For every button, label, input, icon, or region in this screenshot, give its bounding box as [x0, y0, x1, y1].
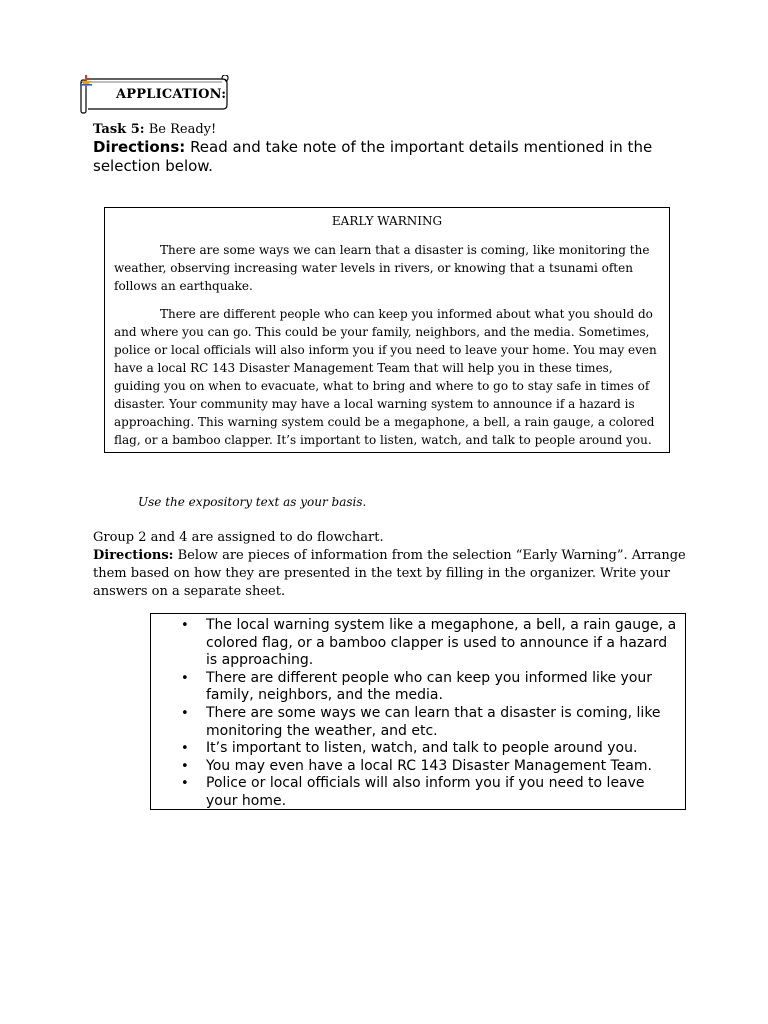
- task-heading: [93, 122, 216, 137]
- application-banner: [80, 75, 228, 113]
- task-label: Task 5:: [93, 122, 145, 137]
- directions-bottom-text: Below are pieces of information from the selection “Early Warning”. Arrange them based on how they are presented in the text by filling in the organizer. Write your answers on a separate sheet.: [93, 548, 686, 599]
- list-item-text: There are some ways we can learn that a disaster is coming, like monitoring the weather, and etc.: [206, 704, 661, 739]
- bullet-icon: •: [181, 741, 189, 757]
- bullet-icon: •: [181, 618, 189, 633]
- directions-bottom: [93, 547, 693, 601]
- information-list: [151, 617, 677, 810]
- directions-bottom-lead: Directions:: [93, 548, 174, 563]
- list-item-text: The local warning system like a megaphone, a bell, a rain gauge, a colored flag, or a bamboo clapper is used to announce if a hazard is approaching.: [206, 617, 677, 669]
- bullet-icon: •: [181, 758, 189, 774]
- information-list-box: [150, 613, 686, 810]
- reading-paragraph: There are different people who can keep you informed about what you should do and where you can go. This could be your family, neighbors, and the media. Sometimes, police or local officials will also inform you if you need to leave your home. You may even have a local RC 143 Disaster Management Team that will help you in these times, guiding you on when to evacuate, what to bring and where to go to stay safe in times of disaster. Your community may have a local warning system to announce if a hazard is approaching. This warning system could be a megaphone, a bell, a rain gauge, a colored flag, or a bamboo clapper. It’s important to listen, watch, and talk to people around you.: [114, 307, 657, 447]
- list-item-text: Police or local officials will also inform you if you need to leave your home.: [206, 775, 645, 809]
- list-item: [181, 669, 677, 705]
- list-item: [181, 775, 677, 810]
- list-item-text: There are different people who can keep you informed like your family, neighbors, and the media.: [206, 669, 653, 704]
- list-item-text: It’s important to listen, watch, and talk to people around you.: [206, 740, 638, 757]
- group-assignment: Group 2 and 4 are assigned to do flowchart.: [93, 530, 384, 545]
- bullet-icon: •: [181, 670, 189, 686]
- list-item: [181, 757, 677, 776]
- reading-paragraph: There are some ways we can learn that a disaster is coming, like monitoring the weather, observing increasing water levels in rivers, or knowing that a tsunami often follows an earthquake.: [114, 243, 650, 293]
- task-title: Be Ready!: [148, 122, 217, 137]
- list-item: [181, 617, 677, 670]
- directions-top: [93, 138, 693, 176]
- directions-top-lead: Directions:: [93, 138, 186, 156]
- reading-title: EARLY WARNING: [331, 214, 443, 228]
- list-item-text: You may even have a local RC 143 Disaster Management Team.: [206, 757, 652, 774]
- directions-top-text: Read and take note of the important details mentioned in the selection below.: [93, 138, 653, 175]
- reading-selection-box: [104, 207, 670, 453]
- list-item: [181, 740, 677, 758]
- basis-note: Use the expository text as your basis.: [138, 495, 367, 509]
- banner-label: APPLICATION:: [116, 87, 227, 102]
- bullet-icon: •: [181, 776, 189, 792]
- list-item: [181, 704, 677, 740]
- group-instructions: [93, 529, 693, 601]
- pin-icon: [80, 75, 92, 89]
- bullet-icon: •: [181, 705, 189, 721]
